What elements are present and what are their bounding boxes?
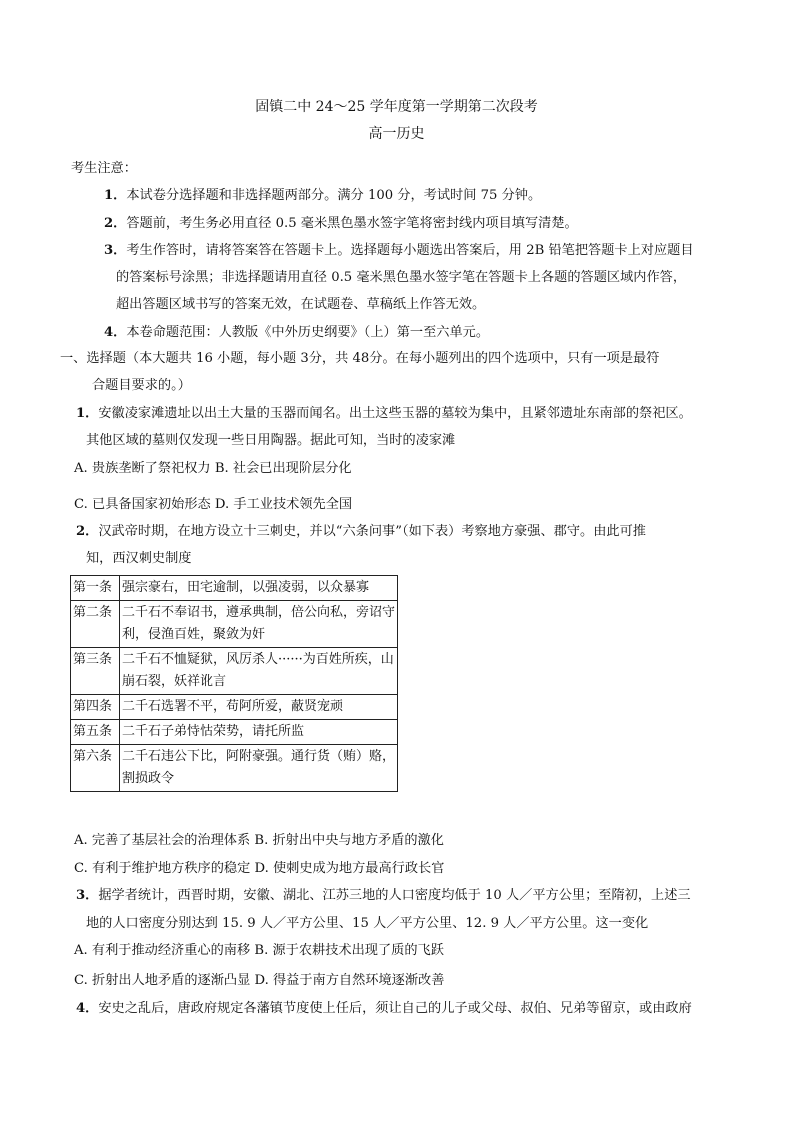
question-text: 汉武帝时期，在地方设立十三刺史，并以“六条问事”（如下表）考察地方豪强、郡守。由此可推	[98, 524, 646, 539]
table-cell-rule: 第六条	[71, 745, 120, 792]
table-row	[71, 720, 398, 745]
notice-item-number: 1．	[104, 188, 127, 203]
table-row	[71, 576, 398, 601]
option-d[interactable]: D. 手工业技术领先全国	[214, 497, 353, 512]
question-2-options-row-2	[74, 860, 444, 878]
table-cell-content: 二千石不奉诏书，遵承典制，倍公向私，旁诏守利，侵渔百姓，聚敛为奸	[120, 601, 398, 648]
question-number: 1．	[76, 406, 99, 421]
question-2-stem	[76, 523, 646, 541]
notice-item-text: 本试卷分选择题和非选择题两部分。满分 100 分，考试时间 75 分钟。	[126, 188, 542, 203]
table-cell-content: 二千石不恤疑狱，风厉杀人······为百姓所疾，山崩石裂，妖祥讹言	[120, 648, 398, 695]
notice-item-3-line-3: 超出答题区域书写的答案无效，在试题卷、草稿纸上作答无效。	[116, 297, 486, 312]
table-row	[71, 601, 398, 648]
notice-item-text: 考生作答时，请将答案答在答题卡上。选择题每小题选出答案后，用 2B 铅笔把答题卡上对应题目	[126, 243, 694, 258]
option-b[interactable]: B. 源于农耕技术出现了质的飞跃	[254, 943, 444, 958]
question-number: 4．	[76, 1001, 99, 1016]
option-a[interactable]: A. 有利于推动经济重心的南移	[74, 943, 251, 958]
option-d[interactable]: D. 使刺史成为地方最高行政长官	[254, 861, 445, 876]
table-cell-rule: 第三条	[71, 648, 120, 695]
question-text: 安史之乱后，唐政府规定各藩镇节度使上任后，须让自己的儿子或父母、叔伯、兄弟等留京，或由政府	[98, 1001, 692, 1016]
question-number: 2．	[76, 524, 99, 539]
exam-subtitle: 高一历史	[368, 126, 425, 142]
table-row	[71, 745, 398, 792]
notice-item-3-line-2: 的答案标号涂黑；非选择题请用直径 0.5 毫米黑色墨水签字笔在答题卡上各题的答题区域内作答，	[116, 270, 687, 285]
table-cell-rule: 第二条	[71, 601, 120, 648]
table-cell-rule: 第一条	[71, 576, 120, 601]
question-3-stem	[76, 887, 691, 905]
option-a[interactable]: A. 完善了基层社会的治理体系	[74, 833, 251, 848]
option-c[interactable]: C. 已具备国家初始形态	[74, 497, 211, 512]
option-b[interactable]: B. 折射出中央与地方矛盾的激化	[254, 833, 444, 848]
exam-title: 固镇二中 24～25 学年度第一学期第二次段考	[255, 99, 538, 115]
notice-item-number: 4．	[104, 325, 127, 340]
question-3-stem-line-2: 地的人口密度分别达到 15. 9 人／平方公里、15 人／平方公里、12. 9 人／平方公里。这一变化	[86, 916, 649, 931]
option-c[interactable]: C. 折射出人地矛盾的逐渐凸显	[74, 973, 251, 988]
option-c[interactable]: C. 有利于维护地方秩序的稳定	[74, 861, 251, 876]
option-d[interactable]: D. 得益于南方自然环境逐渐改善	[254, 973, 445, 988]
notice-item-text: 本卷命题范围：人教版《中外历史纲要》（上）第一至六单元。	[126, 325, 490, 340]
question-3-options-row-2	[74, 972, 444, 990]
question-1-options-row-2	[74, 496, 352, 514]
option-b[interactable]: B. 社会已出现阶层分化	[214, 461, 352, 476]
notice-item-3	[104, 242, 694, 260]
table-cell-rule: 第五条	[71, 720, 120, 745]
notice-item-2	[104, 215, 578, 233]
question-2-stem-line-2: 知，西汉刺史制度	[86, 551, 192, 566]
question-1-options-row-1	[74, 460, 352, 478]
question-1-stem	[76, 405, 692, 423]
table-cell-content: 二千石选署不平，苟阿所爱，蔽贤宠顽	[120, 695, 398, 720]
notice-heading: 考生注意：	[71, 161, 137, 176]
notice-item-number: 3．	[104, 243, 127, 258]
six-rules-table	[70, 575, 398, 792]
question-2-options-row-1	[74, 832, 444, 850]
question-number: 3．	[76, 888, 99, 903]
table-cell-rule: 第四条	[71, 695, 120, 720]
section-heading: 一、选择题（本大题共 16 小题，每小题 3分，共 48分。在每小题列出的四个选项中，只有一项是最符	[60, 351, 660, 366]
question-text: 据学者统计，西晋时期，安徽、湖北、江苏三地的人口密度均低于 10 人／平方公里；至隋初，上述三	[98, 888, 691, 903]
question-3-options-row-1	[74, 942, 444, 960]
notice-item-number: 2．	[104, 216, 127, 231]
notice-item-1	[104, 187, 541, 205]
table-row	[71, 648, 398, 695]
notice-item-4	[104, 324, 489, 342]
question-text: 安徽凌家滩遗址以出土大量的玉器而闻名。出土这些玉器的墓较为集中，且紧邻遗址东南部的祭祀区。	[98, 406, 692, 421]
table-cell-content: 强宗豪右，田宅逾制，以强凌弱，以众暴寡	[120, 576, 398, 601]
notice-item-text: 答题前，考生务必用直径 0.5 毫米黑色墨水签字笔将密封线内项目填写清楚。	[126, 216, 578, 231]
table-cell-content: 二千石违公下比，阿附豪强。通行货（贿）赂，割损政令	[120, 745, 398, 792]
section-heading-line-2: 合题目要求的。）	[92, 378, 191, 393]
table-cell-content: 二千石子弟恃怙荣势，请托所监	[120, 720, 398, 745]
question-1-stem-line-2: 其他区域的墓则仅发现一些日用陶器。据此可知，当时的凌家滩	[86, 433, 456, 448]
question-4-stem	[76, 1000, 692, 1018]
table-row	[71, 695, 398, 720]
option-a[interactable]: A. 贵族垄断了祭祀权力	[74, 461, 211, 476]
